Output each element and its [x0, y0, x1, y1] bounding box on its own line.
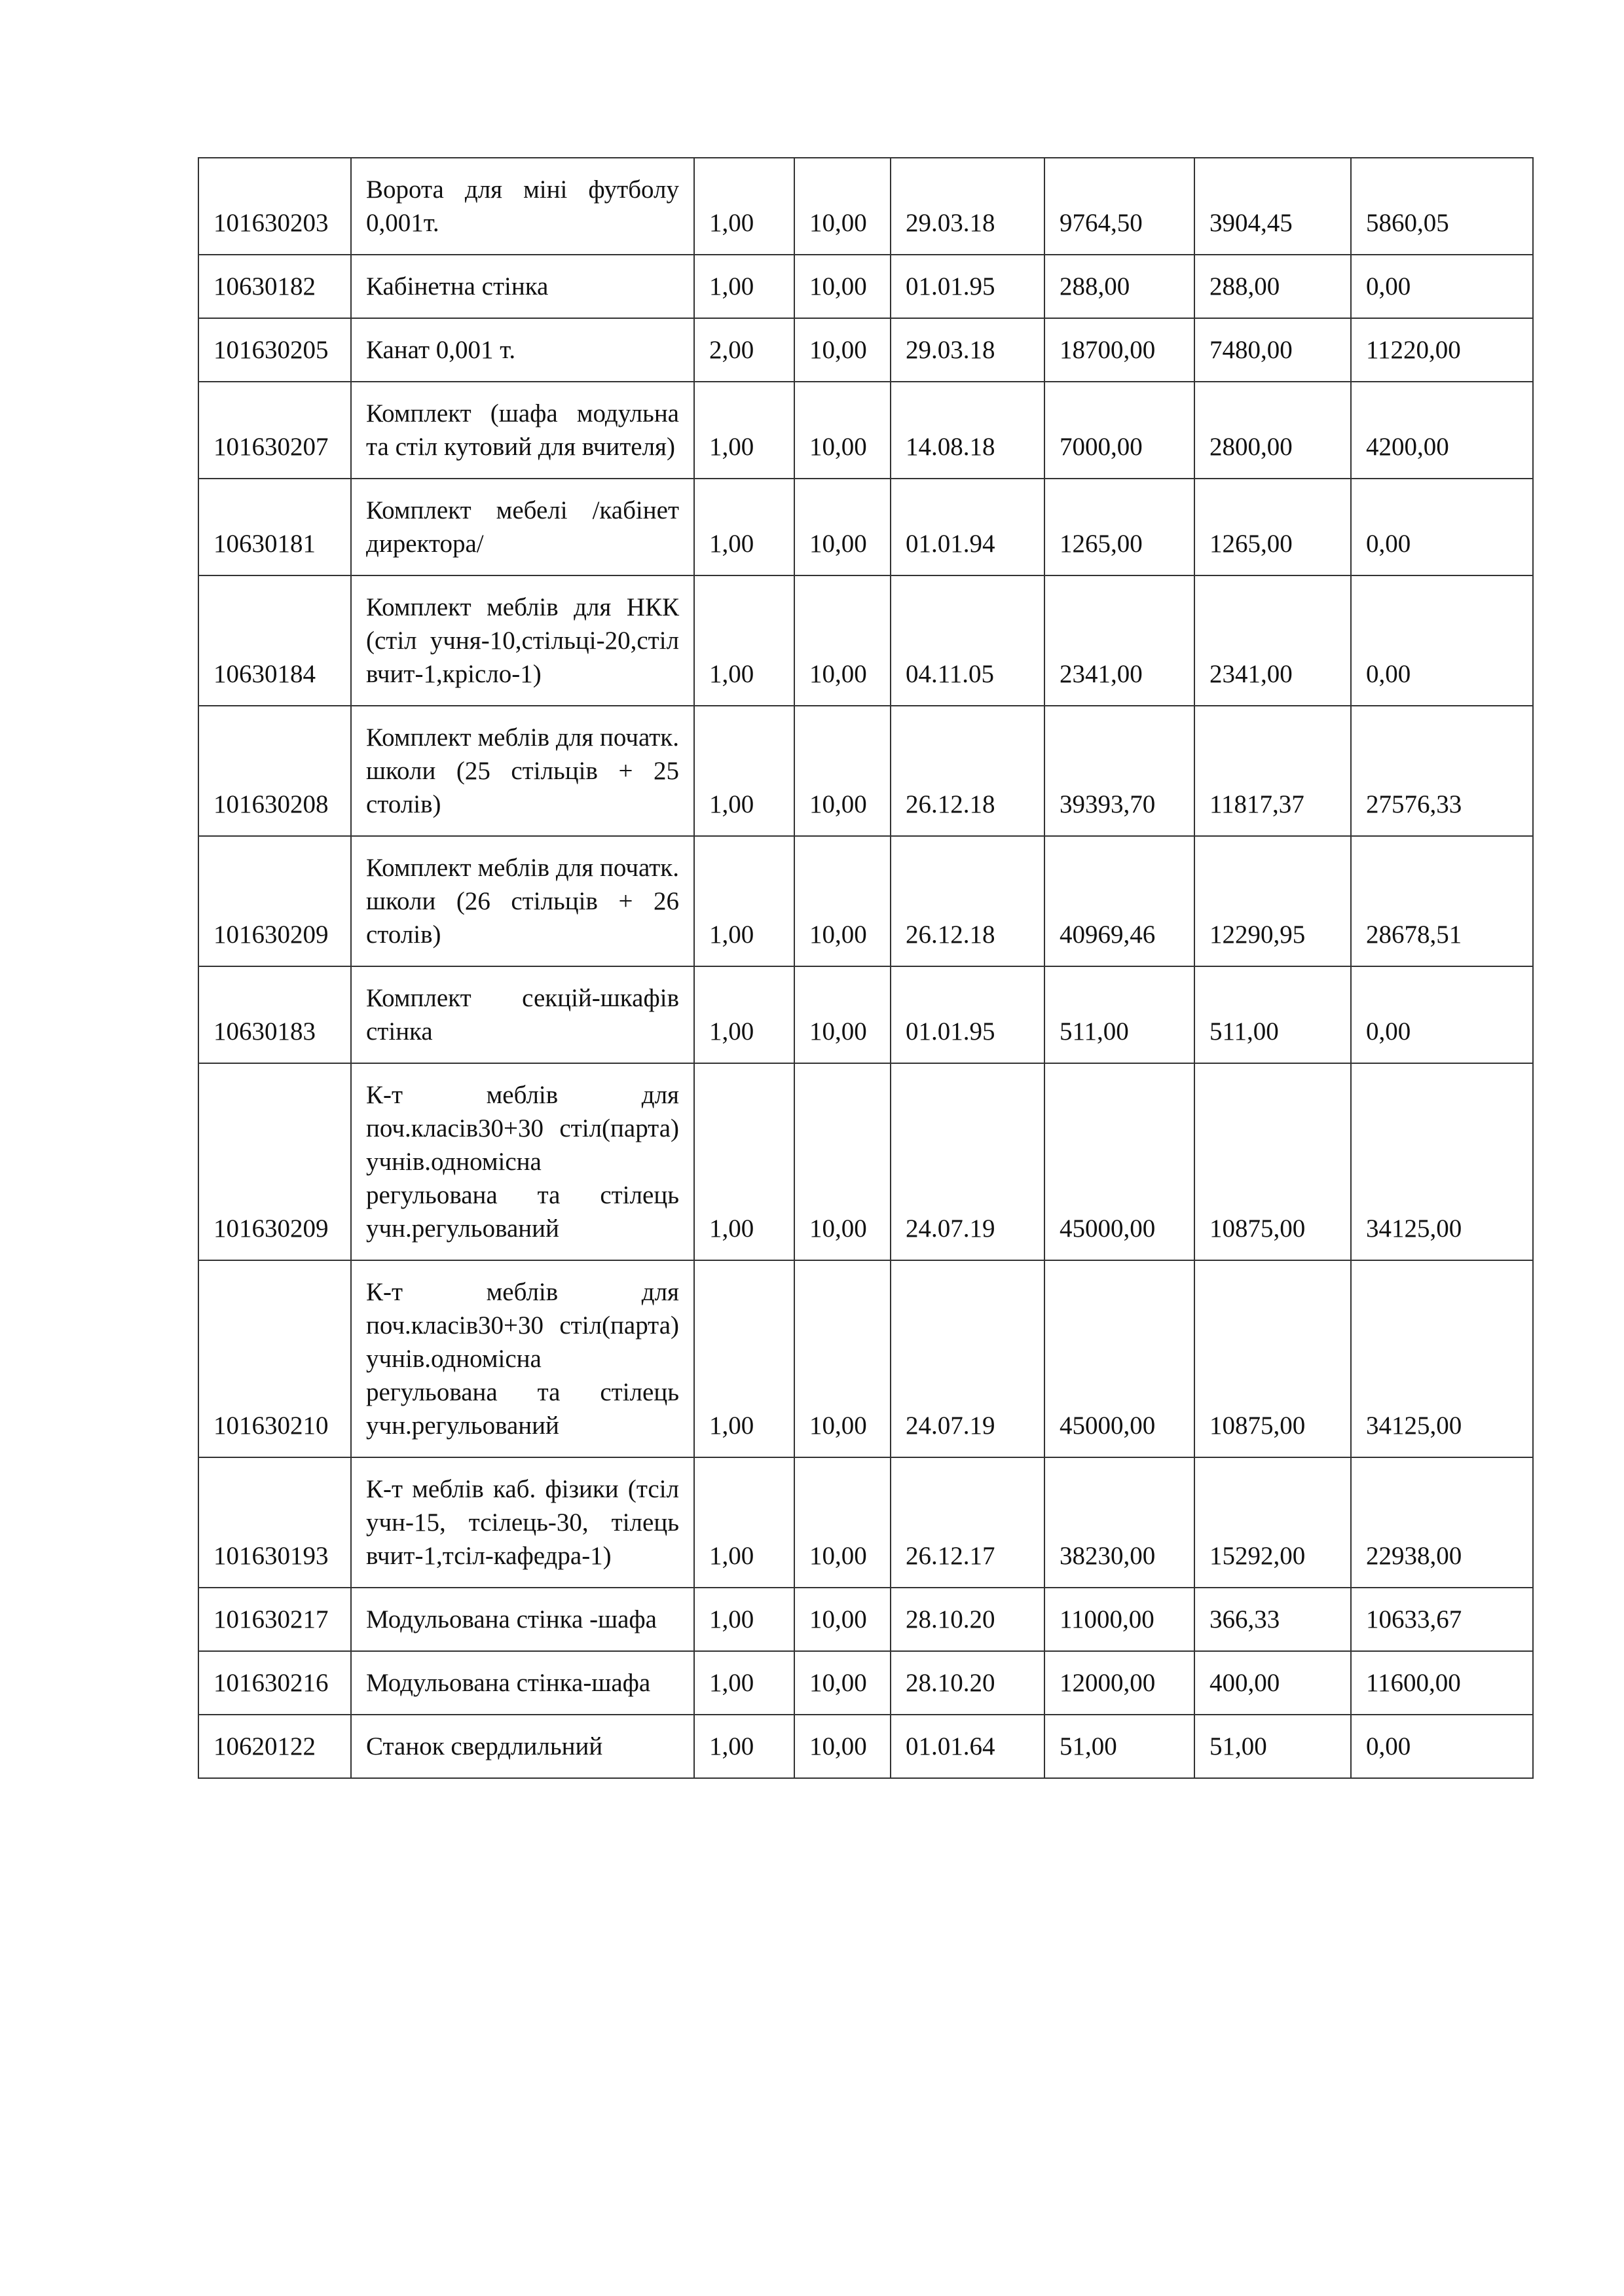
table-row — [198, 1715, 1533, 1778]
item-name-cell: Модульована стінка -шафа — [351, 1588, 694, 1651]
inventory-number-cell: 10630182 — [198, 255, 351, 318]
rate-cell: 10,00 — [794, 1715, 891, 1778]
residual-value-cell: 5860,05 — [1351, 158, 1533, 255]
residual-value-cell: 27576,33 — [1351, 706, 1533, 836]
cost-cell: 11000,00 — [1044, 1588, 1194, 1651]
quantity-cell: 1,00 — [694, 1457, 794, 1588]
cost-cell: 12000,00 — [1044, 1651, 1194, 1715]
date-cell: 24.07.19 — [891, 1260, 1044, 1457]
inventory-number-cell: 101630216 — [198, 1651, 351, 1715]
item-name-cell: Кабінетна стінка — [351, 255, 694, 318]
item-name-cell: Комплект меблів для початк. школи (25 стільців + 25 столів) — [351, 706, 694, 836]
depreciation-cell: 7480,00 — [1194, 318, 1351, 382]
residual-value-cell: 28678,51 — [1351, 836, 1533, 966]
quantity-cell: 2,00 — [694, 318, 794, 382]
quantity-cell: 1,00 — [694, 382, 794, 479]
depreciation-cell: 288,00 — [1194, 255, 1351, 318]
rate-cell: 10,00 — [794, 836, 891, 966]
residual-value-cell: 34125,00 — [1351, 1260, 1533, 1457]
table-row — [198, 479, 1533, 575]
depreciation-cell: 400,00 — [1194, 1651, 1351, 1715]
residual-value-cell: 22938,00 — [1351, 1457, 1533, 1588]
date-cell: 26.12.17 — [891, 1457, 1044, 1588]
rate-cell: 10,00 — [794, 158, 891, 255]
item-name-cell: Модульована стінка-шафа — [351, 1651, 694, 1715]
rate-cell: 10,00 — [794, 706, 891, 836]
table-row — [198, 1588, 1533, 1651]
quantity-cell: 1,00 — [694, 479, 794, 575]
item-name-cell: Комплект (шафа модульна та стіл кутовий для вчителя) — [351, 382, 694, 479]
table-row — [198, 255, 1533, 318]
depreciation-cell: 1265,00 — [1194, 479, 1351, 575]
date-cell: 01.01.64 — [891, 1715, 1044, 1778]
rate-cell: 10,00 — [794, 1457, 891, 1588]
date-cell: 01.01.95 — [891, 255, 1044, 318]
date-cell: 01.01.95 — [891, 966, 1044, 1063]
quantity-cell: 1,00 — [694, 966, 794, 1063]
residual-value-cell: 11220,00 — [1351, 318, 1533, 382]
table-row — [198, 158, 1533, 255]
date-cell: 24.07.19 — [891, 1063, 1044, 1260]
item-name-cell: Ворота для міні футболу 0,001т. — [351, 158, 694, 255]
rate-cell: 10,00 — [794, 1260, 891, 1457]
depreciation-cell: 3904,45 — [1194, 158, 1351, 255]
depreciation-cell: 10875,00 — [1194, 1063, 1351, 1260]
rate-cell: 10,00 — [794, 255, 891, 318]
rate-cell: 10,00 — [794, 1651, 891, 1715]
quantity-cell: 1,00 — [694, 1651, 794, 1715]
depreciation-cell: 11817,37 — [1194, 706, 1351, 836]
rate-cell: 10,00 — [794, 1588, 891, 1651]
quantity-cell: 1,00 — [694, 158, 794, 255]
table-row — [198, 966, 1533, 1063]
table-row — [198, 706, 1533, 836]
table-body — [198, 158, 1533, 1778]
quantity-cell: 1,00 — [694, 1588, 794, 1651]
quantity-cell: 1,00 — [694, 1063, 794, 1260]
depreciation-cell: 366,33 — [1194, 1588, 1351, 1651]
inventory-number-cell: 101630210 — [198, 1260, 351, 1457]
date-cell: 28.10.20 — [891, 1588, 1044, 1651]
cost-cell: 288,00 — [1044, 255, 1194, 318]
inventory-number-cell: 10630181 — [198, 479, 351, 575]
rate-cell: 10,00 — [794, 318, 891, 382]
inventory-number-cell: 101630203 — [198, 158, 351, 255]
residual-value-cell: 4200,00 — [1351, 382, 1533, 479]
item-name-cell: Комплект меблів для НКК (стіл учня-10,стільці-20,стіл вчит-1,крісло-1) — [351, 575, 694, 706]
date-cell: 26.12.18 — [891, 836, 1044, 966]
item-name-cell: Комплект меблів для початк. школи (26 стільців + 26 столів) — [351, 836, 694, 966]
date-cell: 14.08.18 — [891, 382, 1044, 479]
item-name-cell: Станок свердлильний — [351, 1715, 694, 1778]
residual-value-cell: 10633,67 — [1351, 1588, 1533, 1651]
depreciation-cell: 51,00 — [1194, 1715, 1351, 1778]
table-row — [198, 1651, 1533, 1715]
depreciation-cell: 511,00 — [1194, 966, 1351, 1063]
table-row — [198, 575, 1533, 706]
rate-cell: 10,00 — [794, 966, 891, 1063]
residual-value-cell: 0,00 — [1351, 1715, 1533, 1778]
depreciation-cell: 10875,00 — [1194, 1260, 1351, 1457]
depreciation-cell: 12290,95 — [1194, 836, 1351, 966]
table-row — [198, 1063, 1533, 1260]
cost-cell: 45000,00 — [1044, 1063, 1194, 1260]
inventory-number-cell: 101630205 — [198, 318, 351, 382]
inventory-table — [198, 157, 1534, 1779]
cost-cell: 40969,46 — [1044, 836, 1194, 966]
inventory-number-cell: 10630184 — [198, 575, 351, 706]
cost-cell: 18700,00 — [1044, 318, 1194, 382]
rate-cell: 10,00 — [794, 1063, 891, 1260]
rate-cell: 10,00 — [794, 382, 891, 479]
quantity-cell: 1,00 — [694, 1260, 794, 1457]
item-name-cell: Комплект секцій-шкафів стінка — [351, 966, 694, 1063]
cost-cell: 38230,00 — [1044, 1457, 1194, 1588]
cost-cell: 51,00 — [1044, 1715, 1194, 1778]
cost-cell: 1265,00 — [1044, 479, 1194, 575]
inventory-number-cell: 10630183 — [198, 966, 351, 1063]
inventory-number-cell: 101630209 — [198, 1063, 351, 1260]
depreciation-cell: 2341,00 — [1194, 575, 1351, 706]
residual-value-cell: 0,00 — [1351, 966, 1533, 1063]
depreciation-cell: 15292,00 — [1194, 1457, 1351, 1588]
residual-value-cell: 0,00 — [1351, 255, 1533, 318]
date-cell: 29.03.18 — [891, 158, 1044, 255]
table-row — [198, 1260, 1533, 1457]
table-row — [198, 318, 1533, 382]
quantity-cell: 1,00 — [694, 575, 794, 706]
quantity-cell: 1,00 — [694, 1715, 794, 1778]
date-cell: 29.03.18 — [891, 318, 1044, 382]
item-name-cell: Канат 0,001 т. — [351, 318, 694, 382]
cost-cell: 9764,50 — [1044, 158, 1194, 255]
item-name-cell: К-т меблів для поч.класів30+30 стіл(парта) учнів.одномісна регульована та стілець учн.регульований — [351, 1063, 694, 1260]
inventory-number-cell: 101630207 — [198, 382, 351, 479]
item-name-cell: К-т меблів для поч.класів30+30 стіл(парта) учнів.одномісна регульована та стілець учн.регульований — [351, 1260, 694, 1457]
rate-cell: 10,00 — [794, 479, 891, 575]
inventory-number-cell: 101630217 — [198, 1588, 351, 1651]
inventory-number-cell: 101630209 — [198, 836, 351, 966]
residual-value-cell: 34125,00 — [1351, 1063, 1533, 1260]
table-row — [198, 1457, 1533, 1588]
quantity-cell: 1,00 — [694, 255, 794, 318]
date-cell: 04.11.05 — [891, 575, 1044, 706]
inventory-number-cell: 101630208 — [198, 706, 351, 836]
residual-value-cell: 0,00 — [1351, 575, 1533, 706]
date-cell: 01.01.94 — [891, 479, 1044, 575]
quantity-cell: 1,00 — [694, 706, 794, 836]
item-name-cell: К-т меблів каб. фізики (тсіл учн-15, тсілець-30, тілець вчит-1,тсіл-кафедра-1) — [351, 1457, 694, 1588]
inventory-number-cell: 101630193 — [198, 1457, 351, 1588]
date-cell: 26.12.18 — [891, 706, 1044, 836]
residual-value-cell: 0,00 — [1351, 479, 1533, 575]
depreciation-cell: 2800,00 — [1194, 382, 1351, 479]
table-row — [198, 836, 1533, 966]
cost-cell: 7000,00 — [1044, 382, 1194, 479]
inventory-number-cell: 10620122 — [198, 1715, 351, 1778]
item-name-cell: Комплект мебелі /кабінет директора/ — [351, 479, 694, 575]
cost-cell: 2341,00 — [1044, 575, 1194, 706]
quantity-cell: 1,00 — [694, 836, 794, 966]
cost-cell: 39393,70 — [1044, 706, 1194, 836]
rate-cell: 10,00 — [794, 575, 891, 706]
cost-cell: 511,00 — [1044, 966, 1194, 1063]
table-row — [198, 382, 1533, 479]
residual-value-cell: 11600,00 — [1351, 1651, 1533, 1715]
cost-cell: 45000,00 — [1044, 1260, 1194, 1457]
date-cell: 28.10.20 — [891, 1651, 1044, 1715]
